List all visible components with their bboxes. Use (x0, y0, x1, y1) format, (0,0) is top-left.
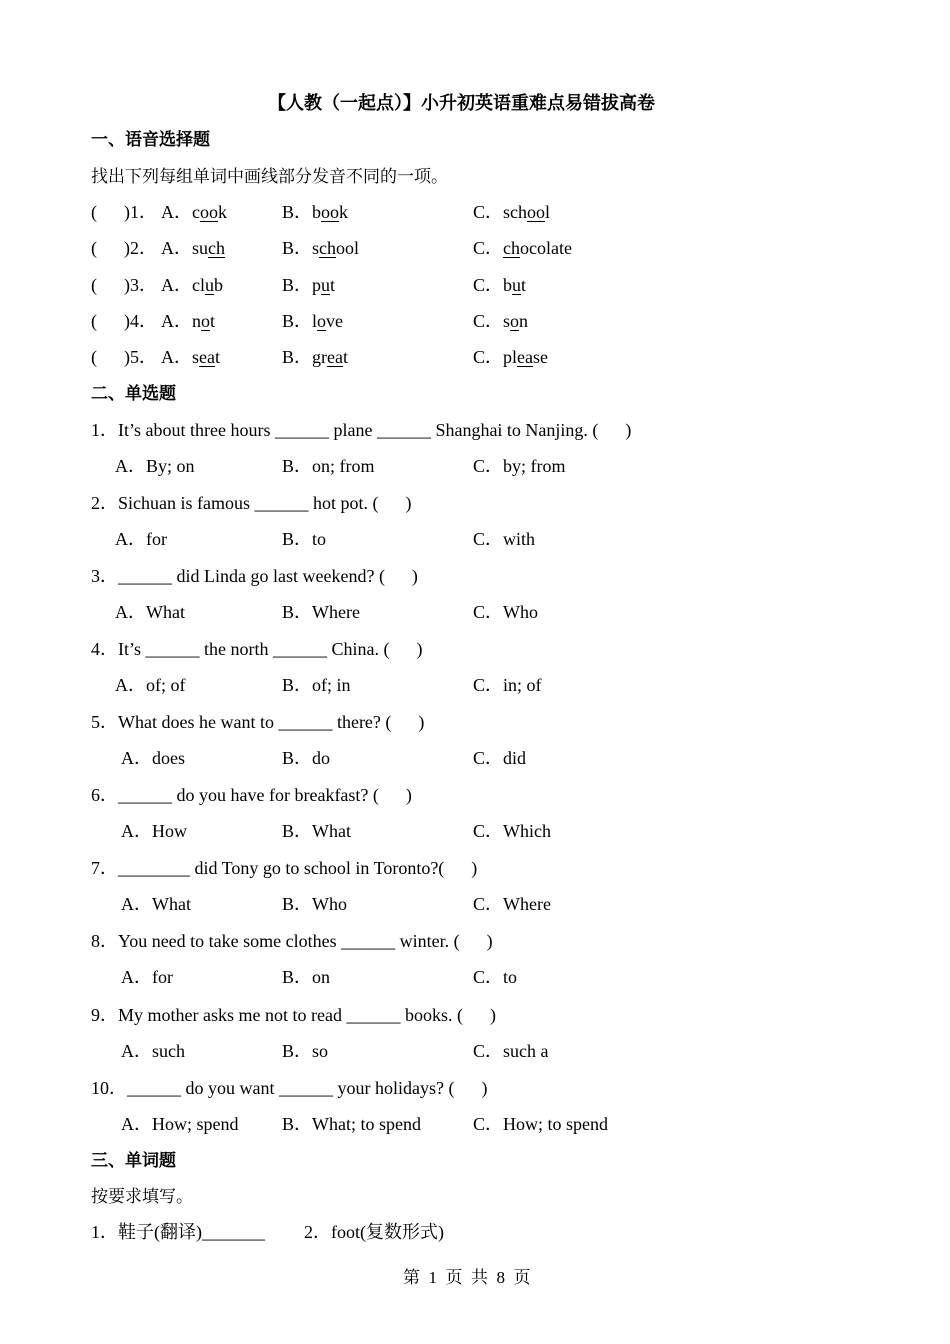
answer-option-c: C．How; to spend (473, 1114, 608, 1134)
word-part: c (192, 202, 200, 222)
phonics-option-c (473, 238, 572, 258)
phonics-question-number: ( )3． (91, 275, 157, 295)
answer-option-b: B．What; to spend (282, 1114, 421, 1134)
section3-heading: 三、单词题 (91, 1151, 176, 1171)
question-text: 3．______ did Linda go last weekend? ( ) (91, 566, 418, 586)
underlined-letters: u (321, 275, 331, 295)
word-part: B． (282, 238, 313, 258)
section1-heading: 一、语音选择题 (91, 130, 210, 150)
answer-option-c: C．Which (473, 821, 551, 841)
section1-instruction: 找出下列每组单词中画线部分发音不同的一项。 (91, 167, 448, 187)
phonics-option-c (473, 347, 548, 367)
underlined-letters: oo (321, 202, 340, 222)
word-part: b (214, 275, 223, 295)
word-part: l (545, 202, 551, 222)
phonics-option-b (282, 238, 359, 258)
word-part: A． (161, 202, 192, 222)
word-item-1: 1．鞋子(翻译)_______ (91, 1222, 265, 1242)
underlined-letters: ch (208, 238, 226, 258)
word-part: s (192, 347, 200, 367)
answer-option-b: B．on; from (282, 456, 375, 476)
phonics-option-b (282, 275, 335, 295)
phonics-option-a (161, 202, 227, 222)
question-text: 5．What does he want to ______ there? ( ) (91, 712, 425, 732)
answer-option-c: C．in; of (473, 675, 542, 695)
question-text: 2．Sichuan is famous ______ hot pot. ( ) (91, 493, 412, 513)
underlined-letters: o (317, 311, 327, 331)
question-text: 1．It’s about three hours ______ plane ______ Shanghai to Nanjing. ( ) (91, 420, 632, 440)
word-part: A． (161, 275, 192, 295)
answer-option-a: A．By; on (115, 456, 195, 476)
answer-option-a: A．What (121, 894, 191, 914)
phonics-option-a (161, 238, 225, 258)
answer-option-a: A．for (121, 967, 173, 987)
question-text: 9．My mother asks me not to read ______ books. ( ) (91, 1005, 496, 1025)
phonics-option-a (161, 347, 220, 367)
underlined-letters: ea (517, 347, 534, 367)
phonics-question-number: ( )5． (91, 347, 157, 367)
word-part: t (215, 347, 221, 367)
question-text: 8．You need to take some clothes ______ winter. ( ) (91, 931, 493, 951)
phonics-option-c (473, 311, 528, 331)
answer-option-a: A．How (121, 821, 187, 841)
answer-option-c: C．Who (473, 602, 538, 622)
word-part: n (519, 311, 529, 331)
underlined-letters: u (512, 275, 522, 295)
word-part: sch (503, 202, 528, 222)
underlined-letters: ch (319, 238, 337, 258)
word-part: s (312, 238, 320, 258)
word-part: C． (473, 275, 504, 295)
answer-option-a: A．does (121, 748, 185, 768)
section3-instruction: 按要求填写。 (91, 1187, 193, 1207)
answer-option-c: C．by; from (473, 456, 566, 476)
underlined-letters: o (510, 311, 520, 331)
word-part: ocolate (520, 238, 572, 258)
answer-option-b: B．to (282, 529, 327, 549)
answer-option-b: B．What (282, 821, 351, 841)
word-part: b (503, 275, 513, 295)
phonics-option-a (161, 275, 223, 295)
word-part: C． (473, 202, 504, 222)
word-part: B． (282, 275, 313, 295)
answer-option-a: A．for (115, 529, 167, 549)
word-part: t (521, 275, 527, 295)
word-part: k (339, 202, 349, 222)
word-part: B． (282, 347, 313, 367)
answer-option-b: B．on (282, 967, 331, 987)
word-part: su (192, 238, 209, 258)
phonics-option-b (282, 311, 343, 331)
word-part: A． (161, 311, 192, 331)
word-part: t (343, 347, 349, 367)
word-part: k (218, 202, 227, 222)
answer-option-b: B．Who (282, 894, 347, 914)
word-part: ool (336, 238, 360, 258)
phonics-question-number: ( )2． (91, 238, 157, 258)
answer-option-c: C．such a (473, 1041, 549, 1061)
word-part: ve (326, 311, 344, 331)
page-footer: 第 1 页 共 8 页 (403, 1268, 531, 1287)
word-part: p (312, 275, 322, 295)
answer-option-c: C．with (473, 529, 536, 549)
answer-option-a: A．of; of (115, 675, 186, 695)
underlined-letters: ea (327, 347, 343, 367)
phonics-option-b (282, 347, 348, 367)
word-part: C． (473, 347, 504, 367)
word-part: t (330, 275, 336, 295)
answer-option-a: A．such (121, 1041, 185, 1061)
word-part: pl (503, 347, 518, 367)
answer-option-a: A．How; spend (121, 1114, 239, 1134)
word-part: l (312, 311, 318, 331)
word-part: B． (282, 202, 313, 222)
word-part: A． (161, 238, 192, 258)
phonics-question-number: ( )1． (91, 202, 157, 222)
underlined-letters: u (205, 275, 214, 295)
answer-option-b: B．so (282, 1041, 329, 1061)
word-part: A． (161, 347, 192, 367)
answer-option-c: C．to (473, 967, 518, 987)
question-text: 4．It’s ______ the north ______ China. ( ) (91, 639, 423, 659)
word-part: t (210, 311, 216, 331)
word-part: C． (473, 238, 504, 258)
question-text: 6．______ do you have for breakfast? ( ) (91, 785, 412, 805)
underlined-letters: o (201, 311, 210, 331)
answer-option-c: C．Where (473, 894, 551, 914)
section2-heading: 二、单选题 (91, 384, 176, 404)
word-part: se (533, 347, 549, 367)
underlined-letters: oo (200, 202, 218, 222)
phonics-option-a (161, 311, 215, 331)
word-part: gr (312, 347, 328, 367)
underlined-letters: oo (527, 202, 546, 222)
question-text: 10．______ do you want ______ your holidays? ( ) (91, 1078, 488, 1098)
answer-option-c: C．did (473, 748, 527, 768)
phonics-option-c (473, 202, 550, 222)
underlined-letters: ch (503, 238, 521, 258)
underlined-letters: ea (199, 347, 215, 367)
answer-option-b: B．do (282, 748, 331, 768)
word-item-2: 2．foot(复数形式) (304, 1222, 444, 1242)
answer-option-b: B．of; in (282, 675, 351, 695)
phonics-option-c (473, 275, 526, 295)
answer-option-b: B．Where (282, 602, 360, 622)
word-part: cl (192, 275, 205, 295)
word-part: C． (473, 311, 504, 331)
document-title: 【人教（一起点）】小升初英语重难点易错拔高卷 (268, 93, 655, 114)
word-part: b (312, 202, 322, 222)
word-part: B． (282, 311, 313, 331)
word-part: n (192, 311, 201, 331)
question-text: 7．________ did Tony go to school in Toronto?( ) (91, 858, 478, 878)
phonics-option-b (282, 202, 348, 222)
answer-option-a: A．What (115, 602, 185, 622)
word-part: s (503, 311, 511, 331)
phonics-question-number: ( )4． (91, 311, 157, 331)
